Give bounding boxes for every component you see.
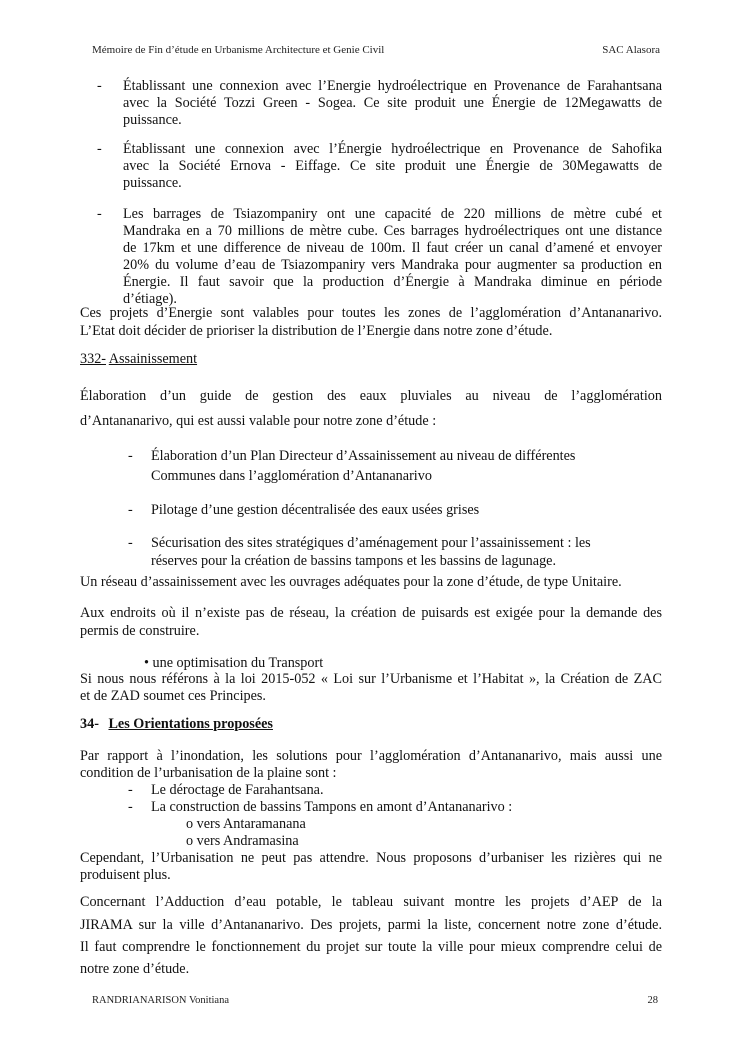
text-line: Énergie. Il faut savoir que la production d’Énergie à Mandraka diminue en période (123, 274, 662, 290)
paragraph-line: condition de l’urbanisation de la plaine sont : (80, 765, 337, 781)
paragraph-line: JIRAMA sur la ville d’Antananarivo. Des projets, parmi la liste, concernent notre zone d’étude. (80, 917, 662, 933)
text-line: réserves pour la création de bassins tampons et les bassins de lagunage. (151, 553, 557, 569)
text-line: avec la Société Tozzi Green - Sogea. Ce site produit une Énergie de 12Megawatts de (123, 95, 662, 111)
paragraph-line: produisent plus. (80, 867, 171, 883)
list-dash: - (128, 535, 133, 551)
sub-item: o vers Andramasina (186, 833, 299, 849)
paragraph-line: Ces projets d’Energie sont valables pour toutes les zones de l’agglomération d’Antananarivo. (80, 305, 662, 321)
paragraph-line: Concernant l’Adduction d’eau potable, le tableau suivant montre les projets d’AEP de la (80, 894, 662, 910)
paragraph-line: L’Etat doit décider de prioriser la distribution de l’Energie dans notre zone d’étude. (80, 323, 553, 339)
paragraph-line: Il faut comprendre le fonctionnement du projet sur toute la ville pour mieux comprendre celui de (80, 939, 662, 955)
paragraph-line: permis de construire. (80, 623, 200, 639)
text-line: puissance. (123, 112, 182, 128)
header-title: Mémoire de Fin d’étude en Urbanisme Architecture et Genie Civil (92, 44, 385, 56)
list-dash: - (128, 782, 133, 798)
list-dash: - (128, 448, 133, 464)
text-line: Établissant une connexion avec l’Énergie hydroélectrique en Provenance de Sahofika (123, 141, 662, 157)
orientation-item (128, 799, 662, 816)
text-line: Le déroctage de Farahantsana. (151, 782, 324, 798)
paragraph-line: d’Antananarivo, qui est aussi valable pour notre zone d’étude : (80, 413, 437, 429)
section-number: 332- (80, 351, 107, 367)
list-dash: - (97, 78, 102, 94)
sanitation-item (128, 535, 662, 570)
sanitation-item (128, 502, 662, 519)
text-line: 20% du volume d’eau de Tsiazompaniry vers Mandraka pour augmenter sa production en (123, 257, 662, 273)
energy-item (97, 141, 662, 192)
paragraph-line: Cependant, l’Urbanisation ne peut pas attendre. Nous proposons d’urbaniser les rizières qui ne (80, 850, 662, 866)
sanitation-item (128, 448, 662, 485)
paragraph-line: Aux endroits où il n’existe pas de réseau, la création de puisards est exigée pour la demande des (80, 605, 662, 621)
text-line: Pilotage d’une gestion décentralisée des eaux usées grises (151, 502, 480, 518)
section-number: 34- (80, 716, 99, 732)
page-number: 28 (647, 995, 658, 1006)
transport-bullet: • une optimisation du Transport (144, 655, 324, 671)
footer-author: RANDRIANARISON Vonitiana (92, 995, 229, 1006)
paragraph-line: Par rapport à l’inondation, les solutions pour l’agglomération d’Antananarivo, mais aussi une (80, 748, 662, 764)
text-line: Les barrages de Tsiazompaniry ont une capacité de 220 millions de mètre cubé et (123, 206, 662, 222)
paragraph-line: notre zone d’étude. (80, 961, 190, 977)
text-line: Communes dans l’agglomération d’Antananarivo (151, 468, 432, 484)
text-line: Élaboration d’un Plan Directeur d’Assainissement au niveau de différentes (151, 448, 576, 464)
text-line: Sécurisation des sites stratégiques d’aménagement pour l’assainissement : les (151, 535, 591, 551)
orientation-item (128, 782, 662, 799)
text-line: La construction de bassins Tampons en amont d’Antananarivo : (151, 799, 513, 815)
text-line: Mandraka en a 70 millions de mètre cube. Ces barrages hydroélectriques ont une distance (123, 223, 662, 239)
text-line: puissance. (123, 175, 182, 191)
header-org: SAC Alasora (602, 44, 660, 56)
energy-item (97, 78, 662, 129)
section-heading-332 (80, 351, 662, 368)
sub-item: o vers Antaramanana (186, 816, 306, 832)
list-dash: - (128, 799, 133, 815)
paragraph-line: Élaboration d’un guide de gestion des eaux pluviales au niveau de l’agglomération (80, 388, 662, 404)
text-line: d’étiage). (123, 291, 177, 307)
section-heading-34 (80, 716, 662, 733)
section-title: Assainissement (108, 351, 198, 367)
text-line: de 17km et une difference de niveau de 100m. Il faut créer un canal d’amené et envoyer (123, 240, 662, 256)
list-dash: - (128, 502, 133, 518)
list-dash: - (97, 141, 102, 157)
list-dash: - (97, 206, 102, 222)
paragraph-line: et de ZAD soumet ces Principes. (80, 688, 266, 704)
text-line: Établissant une connexion avec l’Energie hydroélectrique en Provenance de Farahantsana (123, 78, 662, 94)
paragraph-line: Si nous nous référons à la loi 2015-052 « Loi sur l’Urbanisme et l’Habitat », la Création de ZAC (80, 671, 662, 687)
paragraph-line: Un réseau d’assainissement avec les ouvrages adéquates pour la zone d’étude, de type Unitaire. (80, 574, 622, 590)
energy-item (97, 206, 662, 308)
text-line: avec la Société Ernova - Eiffage. Ce site produit une Énergie de 30Megawatts de (123, 158, 662, 174)
section-title: Les Orientations proposées (108, 716, 273, 732)
